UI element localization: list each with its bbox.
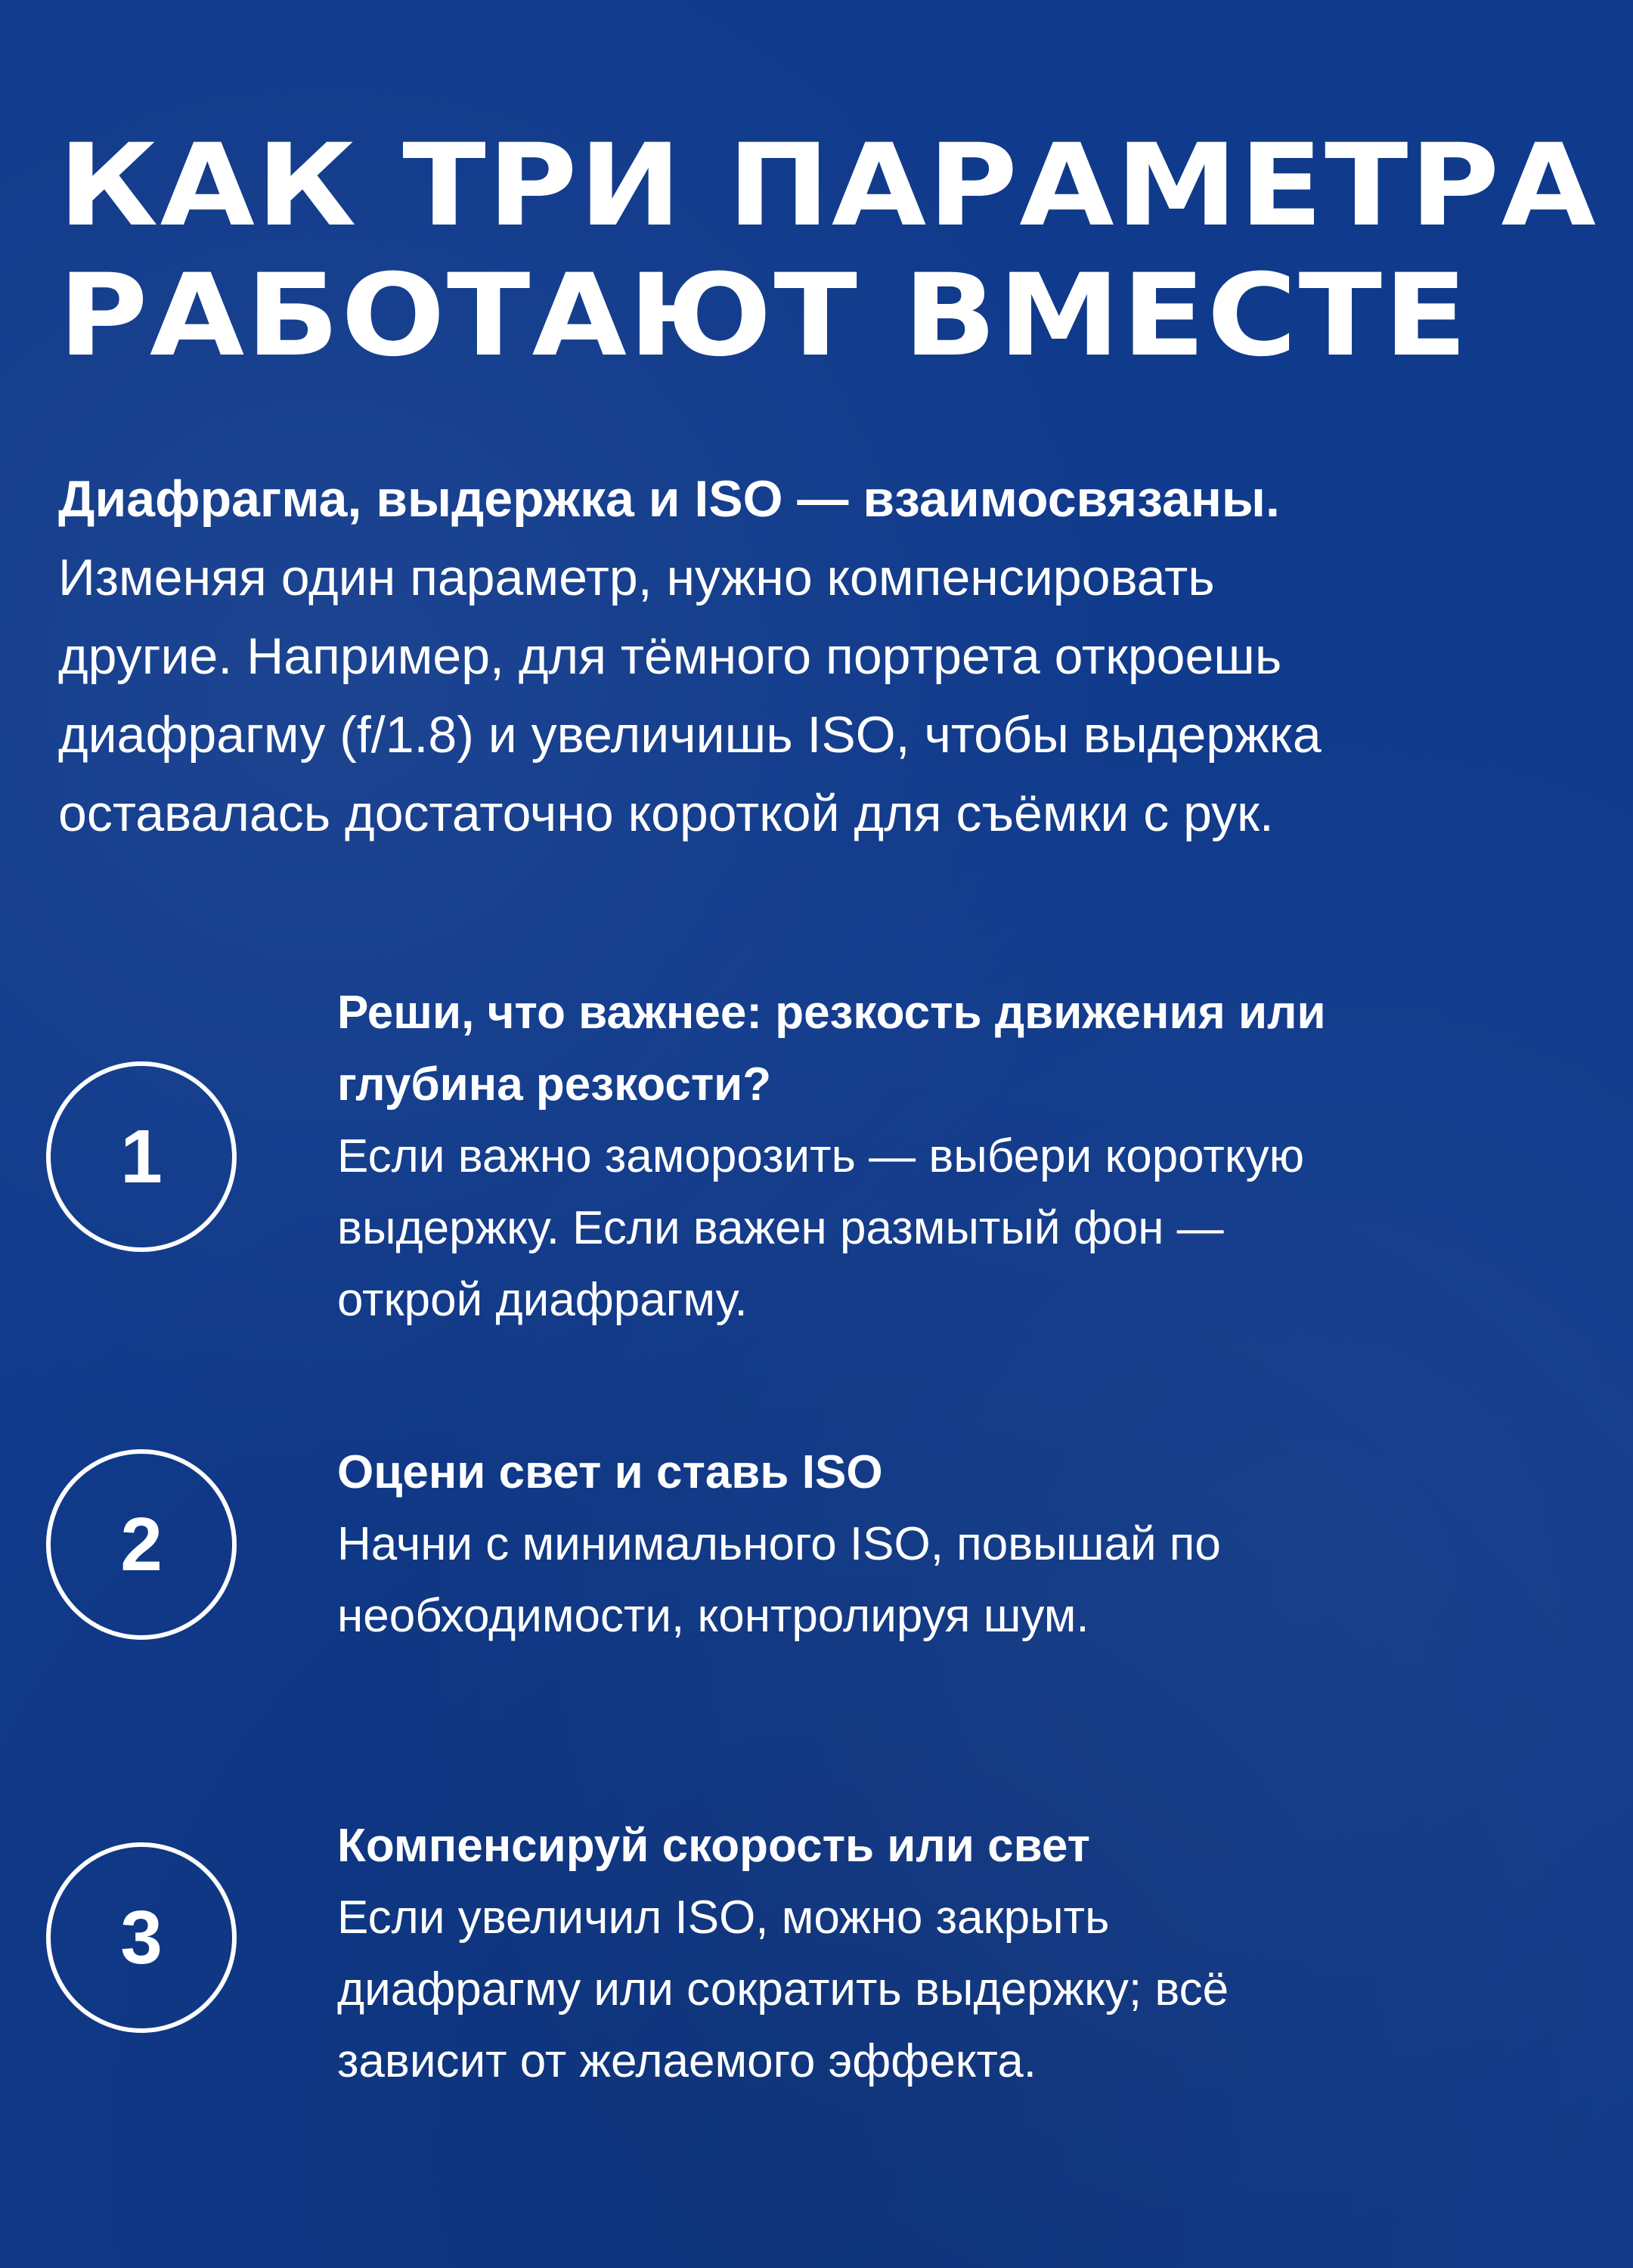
intro-lead: Диафрагма, выдержка и ISO — взаимосвязаны. xyxy=(58,470,1280,528)
title-line: РАБОТАЮТ ВМЕСТЕ xyxy=(58,250,1470,382)
step-number-circle: 1 xyxy=(46,1061,237,1252)
intro-line: диафрагму (f/1.8) и увеличишь ISO, чтобы выдержка xyxy=(58,706,1322,764)
step-body: Если важно заморозить — выбери короткую xyxy=(337,1130,1305,1182)
step-heading: Реши, что важнее: резкость движения или xyxy=(337,987,1326,1039)
intro-paragraph xyxy=(58,460,1322,853)
step-body: открой диафрагму. xyxy=(337,1274,748,1326)
intro-line: оставалась достаточно короткой для съёмки с рук. xyxy=(58,785,1274,842)
step-text xyxy=(337,977,1326,1336)
intro-line: Изменяя один параметр, нужно компенсировать xyxy=(58,549,1215,606)
step-text xyxy=(337,1810,1229,2097)
step-number-circle: 2 xyxy=(46,1449,237,1640)
intro-line: другие. Например, для тёмного портрета откроешь xyxy=(58,627,1282,685)
step-heading: Компенсируй скорость или свет xyxy=(337,1820,1090,1872)
page-title xyxy=(58,121,1597,381)
title-line: КАК ТРИ ПАРАМЕТРА xyxy=(58,120,1598,252)
step-number-circle: 3 xyxy=(46,1842,237,2033)
step-heading: глубина резкости? xyxy=(337,1058,772,1111)
step-text xyxy=(337,1436,1221,1652)
step-body: диафрагму или сократить выдержку; всё xyxy=(337,1963,1229,2015)
step-body: зависит от желаемого эффекта. xyxy=(337,2035,1037,2087)
step-body: Если увеличил ISO, можно закрыть xyxy=(337,1892,1110,1944)
step-body: необходимости, контролируя шум. xyxy=(337,1590,1089,1642)
step-heading: Оцени свет и ставь ISO xyxy=(337,1446,883,1498)
step-body: Начни с минимального ISO, повышай по xyxy=(337,1518,1221,1570)
step-body: выдержку. Если важен размытый фон — xyxy=(337,1202,1224,1254)
